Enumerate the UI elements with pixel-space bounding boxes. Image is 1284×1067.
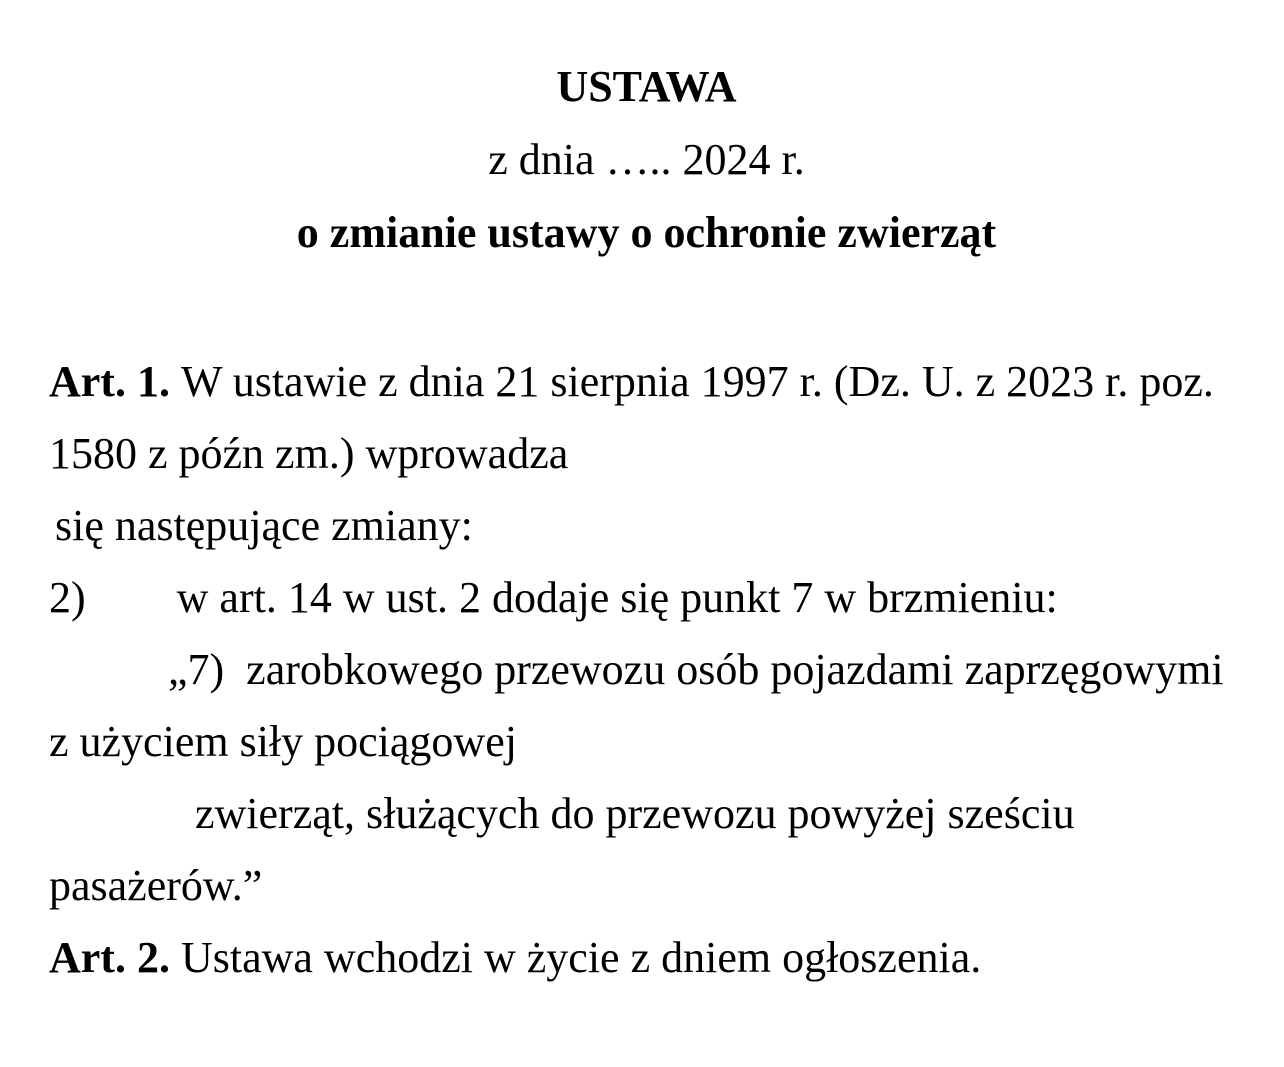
document-title: USTAWA: [556, 62, 737, 111]
point-7-line-3: [49, 778, 1244, 850]
bold-text-segment: Art. 2.: [49, 933, 181, 982]
text-segment: zwierząt, służących do przewozu powyżej sześciu: [195, 789, 1075, 838]
art-1-line-3: [49, 490, 1244, 562]
text-segment: z użyciem siły pociągowej: [49, 717, 517, 766]
art-1-line-2: [49, 418, 1244, 490]
text-segment: Ustawa wchodzi w życie z dniem ogłoszenia.: [180, 933, 982, 982]
point-2-line: [49, 562, 1244, 634]
document-subtitle: o zmianie ustawy o ochronie zwierząt: [296, 208, 997, 257]
text-segment: „7) zarobkowego przewozu osób pojazdami zaprzęgowymi: [168, 645, 1224, 694]
document-header: [49, 50, 1244, 269]
point-7-line-1: [49, 634, 1244, 706]
bold-text-segment: Art. 1.: [49, 357, 181, 406]
point-7-line-4: [49, 850, 1244, 922]
document-body: [49, 346, 1244, 994]
text-segment: 1580 z późn zm.) wprowadza: [49, 429, 569, 478]
document-date-line: z dnia ….. 2024 r.: [488, 135, 805, 184]
text-segment: w art. 14 w ust. 2 dodaje się punkt 7 w brzmieniu:: [176, 573, 1058, 622]
text-segment: się następujące zmiany:: [55, 501, 473, 550]
point-7-line-2: [49, 706, 1244, 778]
art-2-line: [49, 922, 1244, 994]
text-segment: 2): [49, 573, 86, 622]
text-segment: W ustawie z dnia 21 sierpnia 1997 r. (Dz. U. z 2023 r. poz.: [180, 357, 1214, 406]
art-1-line-1: [49, 346, 1244, 418]
text-segment: pasażerów.”: [49, 861, 263, 910]
